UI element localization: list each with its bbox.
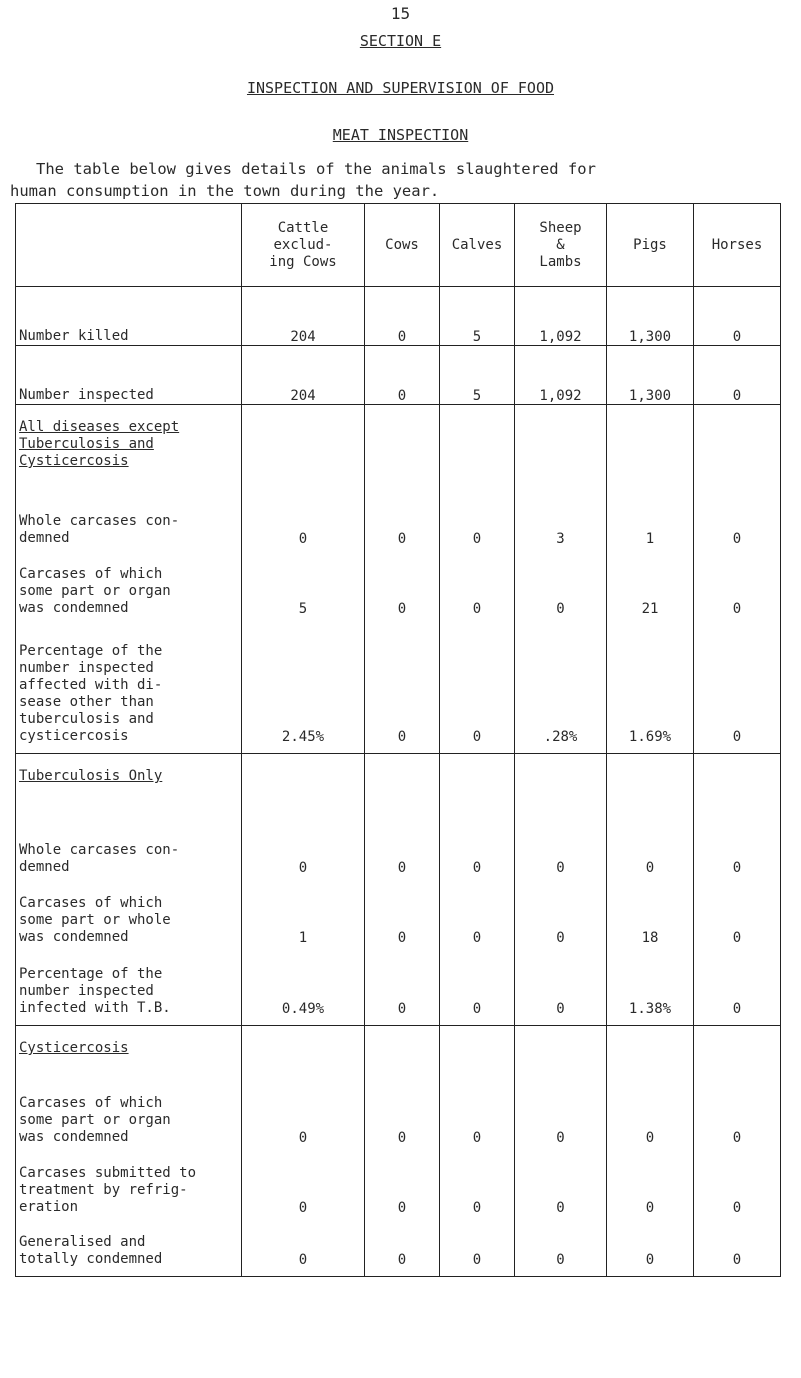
table-cell: 0 (694, 1216, 781, 1277)
row-label-line: number inspected (19, 660, 154, 676)
table-row (16, 1146, 781, 1216)
table-cell: 1,092 (515, 287, 607, 346)
empty-cell (607, 754, 694, 815)
table-cell: 1.69% (607, 617, 694, 754)
row-label-line: totally condemned (19, 1251, 163, 1267)
empty-cell (694, 405, 781, 486)
table-cell: 1 (242, 876, 365, 946)
header-calves (440, 204, 515, 287)
page-number: 15 (390, 4, 411, 23)
row-label-line: was condemned (19, 1129, 129, 1145)
row-label-line: Percentage of the (19, 966, 163, 982)
empty-cell (440, 405, 515, 486)
row-label-line: eration (19, 1199, 79, 1215)
section-title-line: All diseases except (19, 419, 180, 435)
intro-paragraph (10, 158, 790, 202)
row-label-line: sease other than (19, 694, 154, 710)
row-label-line: demned (19, 859, 70, 875)
table-cell: 0 (365, 1076, 440, 1146)
empty-cell (365, 754, 440, 815)
row-label (16, 876, 242, 946)
row-label: Number killed (16, 287, 242, 346)
empty-cell (242, 1026, 365, 1077)
section-title-line: Tuberculosis Only (19, 768, 163, 784)
table-row (16, 876, 781, 946)
table-cell: .28% (515, 617, 607, 754)
table-cell: 0 (515, 876, 607, 946)
table-cell: 0 (440, 485, 515, 547)
table-cell: 3 (515, 485, 607, 547)
empty-cell (440, 1026, 515, 1077)
header-line: ing Cows (269, 253, 337, 270)
row-label-line: some part or organ (19, 1112, 171, 1128)
row-label (16, 485, 242, 547)
table-cell: 0 (607, 1076, 694, 1146)
table-cell: 0 (694, 617, 781, 754)
table-cell: 0 (440, 946, 515, 1026)
header-line: Cattle (277, 219, 329, 236)
table-cell: 0 (242, 1076, 365, 1146)
table-cell: 0 (365, 547, 440, 617)
table-cell: 0 (365, 485, 440, 547)
table-row (16, 1216, 781, 1277)
table-cell: 0 (515, 1076, 607, 1146)
table-cell: 0 (694, 946, 781, 1026)
table-cell: 0 (242, 485, 365, 547)
header-line: exclud- (273, 236, 333, 253)
table-cell: 0 (365, 346, 440, 405)
row-label-line: infected with T.B. (19, 1000, 171, 1016)
section-title (16, 405, 242, 486)
table-row (16, 547, 781, 617)
row-label (16, 1146, 242, 1216)
section-title-row (16, 1026, 781, 1077)
header-line: Cows (385, 236, 419, 253)
table-cell: 2.45% (242, 617, 365, 754)
table-cell: 0 (607, 814, 694, 876)
table-row (16, 814, 781, 876)
table-cell: 0 (365, 287, 440, 346)
table-cell: 204 (242, 287, 365, 346)
table-cell: 0 (365, 1146, 440, 1216)
header-cows (365, 204, 440, 287)
table-cell: 1,300 (607, 287, 694, 346)
header-line: Calves (451, 236, 503, 253)
table-cell: 0 (242, 1146, 365, 1216)
table-cell: 0 (242, 1216, 365, 1277)
table-cell: 0.49% (242, 946, 365, 1026)
table-cell: 0 (694, 814, 781, 876)
header-line: Sheep (539, 219, 582, 236)
table-cell: 0 (607, 1146, 694, 1216)
table-cell: 204 (242, 346, 365, 405)
main-heading: INSPECTION AND SUPERVISION OF FOOD (246, 79, 555, 97)
section-title-line: Cysticercosis (19, 1040, 129, 1056)
intro-line-1: The table below gives details of the animals slaughtered for (36, 160, 596, 178)
table-cell: 0 (515, 1146, 607, 1216)
table-cell: 1 (607, 485, 694, 547)
empty-cell (242, 405, 365, 486)
sub-heading: MEAT INSPECTION (332, 126, 469, 144)
table-cell: 0 (694, 876, 781, 946)
empty-cell (515, 405, 607, 486)
row-label-line: Generalised and (19, 1234, 146, 1250)
table-cell: 0 (694, 547, 781, 617)
table-cell: 0 (365, 1216, 440, 1277)
table-cell: 0 (694, 1076, 781, 1146)
table-cell: 0 (440, 547, 515, 617)
table-cell: 0 (515, 1216, 607, 1277)
table-cell: 5 (242, 547, 365, 617)
table-cell: 0 (440, 1076, 515, 1146)
empty-cell (607, 1026, 694, 1077)
row-label-line: affected with di- (19, 677, 163, 693)
row-label-line: number inspected (19, 983, 154, 999)
row-label-line: Whole carcases con- (19, 513, 180, 529)
table-cell: 0 (515, 547, 607, 617)
header-cattle (242, 204, 365, 287)
row-label (16, 1216, 242, 1277)
row-label: Number inspected (16, 346, 242, 405)
row-label (16, 814, 242, 876)
header-blank (16, 204, 242, 287)
empty-cell (242, 754, 365, 815)
table-row (16, 485, 781, 547)
row-label-line: Percentage of the (19, 643, 163, 659)
empty-cell (440, 754, 515, 815)
table-cell: 0 (440, 617, 515, 754)
row-label (16, 547, 242, 617)
table-row (16, 1076, 781, 1146)
table-row (16, 346, 781, 405)
row-label (16, 1076, 242, 1146)
empty-cell (365, 405, 440, 486)
empty-cell (515, 754, 607, 815)
row-label-line: treatment by refrig- (19, 1182, 188, 1198)
row-label-line: tuberculosis and (19, 711, 154, 727)
table-cell: 0 (365, 617, 440, 754)
table-cell: 0 (694, 287, 781, 346)
header-line: Lambs (539, 253, 582, 270)
section-title-row (16, 405, 781, 486)
empty-cell (515, 1026, 607, 1077)
section-title (16, 1026, 242, 1077)
header-line: & (556, 236, 565, 253)
section-title-line: Cysticercosis (19, 453, 129, 469)
table-cell: 18 (607, 876, 694, 946)
table-cell: 1,092 (515, 346, 607, 405)
row-label-line: was condemned (19, 929, 129, 945)
table-cell: 0 (365, 814, 440, 876)
row-label-line: Carcases of which (19, 895, 163, 911)
intro-line-2: human consumption in the town during the year. (10, 182, 440, 200)
row-label-line: was condemned (19, 600, 129, 616)
table-cell: 0 (694, 346, 781, 405)
table-cell: 5 (440, 346, 515, 405)
table-cell: 0 (440, 814, 515, 876)
meat-inspection-table (15, 203, 781, 1277)
table-cell: 0 (365, 876, 440, 946)
row-label-line: Carcases submitted to (19, 1165, 197, 1181)
row-label (16, 946, 242, 1026)
table-row (16, 287, 781, 346)
table-cell: 0 (694, 1146, 781, 1216)
section-title: SECTION E (359, 32, 442, 50)
table-cell: 0 (440, 1216, 515, 1277)
section-title-row (16, 754, 781, 815)
table-cell: 5 (440, 287, 515, 346)
header-line: Pigs (633, 236, 667, 253)
row-label-line: Carcases of which (19, 1095, 163, 1111)
row-label (16, 617, 242, 754)
empty-cell (694, 754, 781, 815)
empty-cell (694, 1026, 781, 1077)
table-cell: 0 (440, 1146, 515, 1216)
table-cell: 0 (365, 946, 440, 1026)
table-cell: 1.38% (607, 946, 694, 1026)
section-title-line: Tuberculosis and (19, 436, 154, 452)
header-pigs (607, 204, 694, 287)
row-label-line: some part or whole (19, 912, 171, 928)
table-cell: 0 (694, 485, 781, 547)
row-label-line: demned (19, 530, 70, 546)
header-line: Horses (711, 236, 763, 253)
table-cell: 0 (440, 876, 515, 946)
section-title (16, 754, 242, 815)
table-row (16, 617, 781, 754)
empty-cell (365, 1026, 440, 1077)
table-cell: 0 (515, 814, 607, 876)
table-cell: 1,300 (607, 346, 694, 405)
header-horses (694, 204, 781, 287)
row-label-line: Whole carcases con- (19, 842, 180, 858)
table-cell: 0 (242, 814, 365, 876)
row-label-line: some part or organ (19, 583, 171, 599)
empty-cell (607, 405, 694, 486)
table-cell: 0 (515, 946, 607, 1026)
table-cell: 21 (607, 547, 694, 617)
header-sheep-lambs (515, 204, 607, 287)
table-row (16, 946, 781, 1026)
row-label-line: Carcases of which (19, 566, 163, 582)
row-label-line: cysticercosis (19, 728, 129, 744)
table-cell: 0 (607, 1216, 694, 1277)
